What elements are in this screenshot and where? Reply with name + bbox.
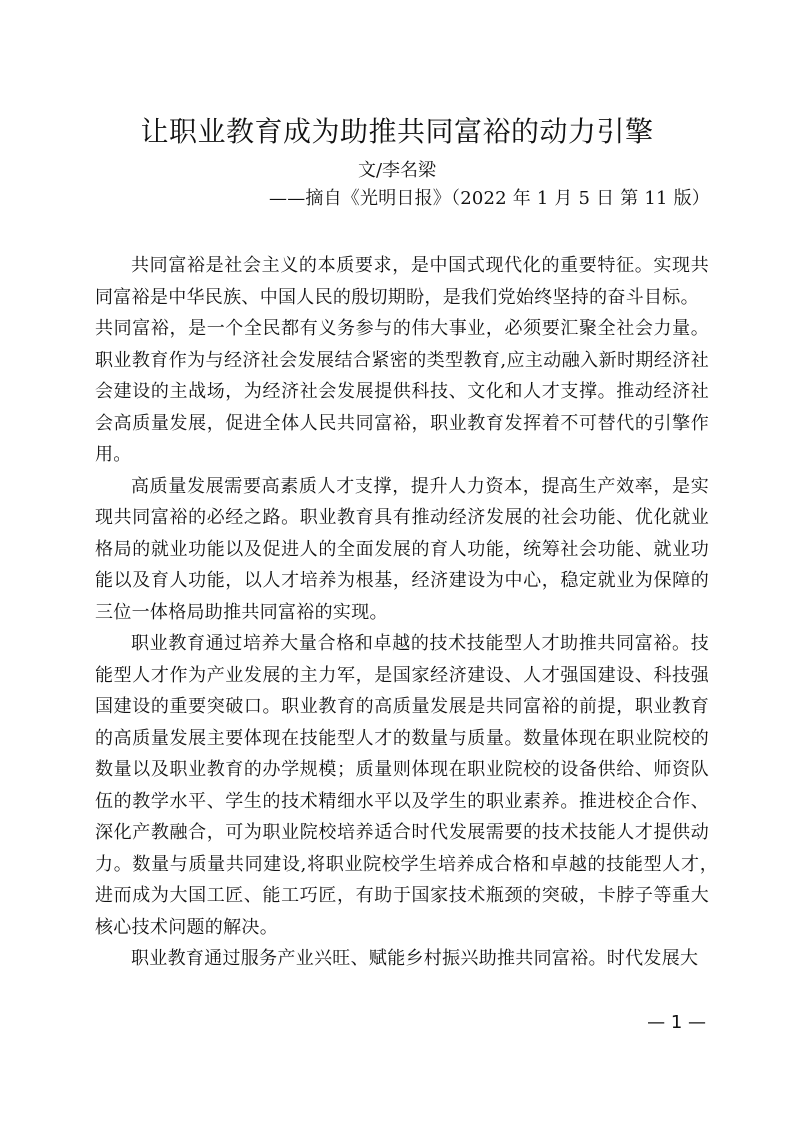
article-author: 文/李名梁 — [357, 160, 437, 181]
paragraph-4: 职业教育通过培养大量合格和卓越的技术技能型人才助推共同富裕。技能型人才作为产业发展的主力军，是国家经济建设、人才强国建设、科技强国建设的重要突破口。职业教育的高质量发展是共同富裕的前提，职业教育的高质量发展主要体现在技能型人才的数量与质量。数量体现在职业院校的数量以及职业教育的办学规模；质量则体现在职业院校的设备供给、师资队伍的教学水平、学生的技术精细水平以及学生的职业素养。推进校企合作、深化产教融合，可为职业院校培养适合时代发展需要的技术技能人才提供动力。数量与质量共同建设,将职业院校学生培养成合格和卓越的技能型人才， 进而成为大国工匠、能工巧匠，有助于国家技术瓶颈的突破，卡脖子等重大核心技术问题的解决。 — [95, 633, 728, 938]
paragraph-5: 职业教育通过服务产业兴旺、赋能乡村振兴助推共同富裕。时代发展大 — [131, 948, 699, 969]
page-number: — 1 — — [647, 1012, 706, 1033]
paragraph-2: 共同富裕，是一个全民都有义务参与的伟大事业，必须要汇聚全社会力量。职业教育作为与经济社会发展结合紧密的类型教育,应主动融入新时期经济社会建设的主战场，为经济社会发展提供科技、文化和人才支撑。推动经济社会高质量发展，促进全体人民共同富裕，职业教育发挥着不可替代的引擎作用。 — [95, 318, 709, 465]
paragraph-3: 高质量发展需要高素质人才支撑，提升人力资本，提高生产效率，是实现共同富裕的必经之路。职业教育具有推动经济发展的社会功能、优化就业 格局的就业功能以及促进人的全面发展的育人功能，统筹社会功能、就业功能以及育人功能，以人才培养为根基，经济建设为中心，稳定就业为保障的三位一体格局助推共同富裕的实现。 — [95, 475, 728, 623]
article-body — [95, 250, 728, 975]
article-source: ——摘自《光明日报》（2022 年 1 月 5 日 第 11 版） — [269, 188, 710, 209]
paragraph-1: 共同富裕是社会主义的本质要求，是中国式现代化的重要特征。实现共同富裕是中华民族、中国人民的殷切期盼，是我们党始终坚持的奋斗目标。 — [95, 255, 709, 308]
article-title: 让职业教育成为助推共同富裕的动力引擎 — [140, 115, 654, 148]
